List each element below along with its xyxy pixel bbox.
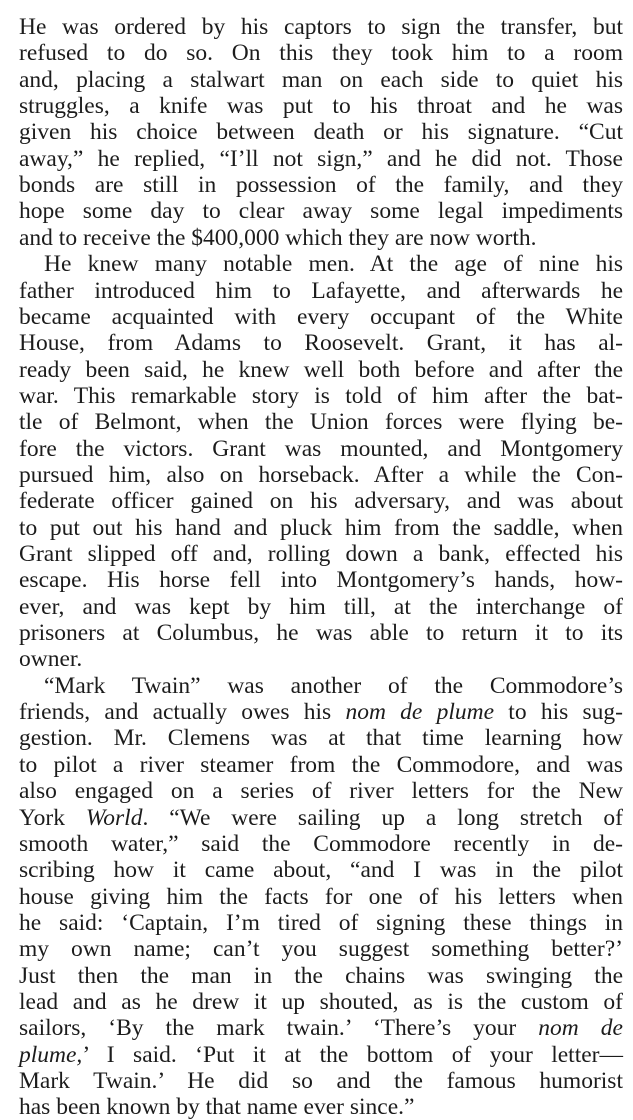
text-line (44, 251, 623, 277)
line-text: friends, and actually owes his (19, 699, 346, 726)
text-line (19, 67, 623, 93)
line-text: refused to do so. On this they took him to a room (19, 40, 623, 67)
line-text: away,” he replied, “I’ll not sign,” and he did not. Those (19, 145, 623, 172)
line-text: lead and as he drew it up shouted, as is the custom of (19, 988, 623, 1015)
line-text: escape. His horse fell into Montgomery’s hands, how- (19, 567, 623, 594)
italic-text: nom de plume (345, 699, 495, 726)
line-text: scribing how it came about, “and I was in the pilot (19, 857, 623, 884)
text-line (19, 1042, 623, 1068)
text-line (19, 14, 623, 40)
text-line (19, 40, 623, 66)
line-text: prisoners at Columbus, he was able to return it to its (19, 620, 623, 647)
line-text: Just then the man in the chains was swinging the (19, 962, 623, 989)
line-text: He was ordered by his captors to sign the transfer, but (19, 14, 623, 40)
line-text: ready been said, he knew well both before and after the (19, 356, 623, 383)
line-text: Grant slipped off and, rolling down a bank, effected his (19, 541, 623, 567)
text-line (19, 857, 623, 883)
line-text: pursued him, also on horseback. After a while the Con- (19, 461, 623, 488)
line-text: became acquainted with every occupant of the White (19, 303, 623, 330)
text-line (19, 462, 623, 488)
text-line (19, 884, 623, 910)
line-text: he said: ‘Captain, I’m tired of signing these things in (19, 909, 623, 936)
line-text: federate officer gained on his adversary, and was about (19, 488, 623, 515)
text-line (19, 146, 623, 172)
line-text: to put out his hand and pluck him from the saddle, when (19, 514, 623, 541)
line-text: hope some day to clear away some legal impediments (19, 198, 623, 225)
line-text: also engaged on a series of river letters for the New (19, 778, 623, 805)
text-line (19, 278, 623, 304)
line-text: York (19, 804, 86, 831)
line-text: war. This remarkable story is told of him after the bat- (19, 382, 623, 409)
italic-text: nom de (538, 1015, 623, 1042)
line-text: gestion. Mr. Clemens was at that time learning how (19, 725, 623, 752)
text-line (19, 383, 623, 409)
line-text: Mark Twain.’ He did so and the famous humorist (19, 1068, 623, 1094)
text-line (19, 198, 623, 224)
text-line (19, 1015, 623, 1041)
line-text: smooth water,” said the Commodore recently in de- (19, 830, 623, 857)
line-text: He knew many notable men. At the age of nine his (44, 251, 623, 278)
line-text: . “We were sailing up a long stretch of (142, 804, 623, 831)
line-text: fore the victors. Grant was mounted, and Montgomery (19, 435, 623, 462)
line-text: sailors, ‘By the mark twain.’ ‘There’s your (19, 1015, 539, 1042)
text-line (19, 304, 623, 330)
text-line (19, 620, 623, 646)
text-line (19, 699, 623, 725)
line-text: “Mark Twain” was another of the Commodore’s (44, 672, 623, 699)
text-line (19, 805, 623, 831)
text-line (19, 330, 623, 356)
line-text: given his choice between death or his signature. “Cut (19, 119, 623, 146)
line-text: my own name; can’t you suggest something better?’ (19, 936, 623, 963)
text-line (19, 409, 623, 435)
line-text: and to receive the $400,000 which they are now worth. (19, 224, 537, 251)
text-line (19, 541, 623, 567)
text-line (19, 488, 623, 514)
text-line (19, 963, 623, 989)
line-text: and, placing a stalwart man on each side to quiet his (19, 66, 623, 93)
line-text: bonds are still in possession of the family, and they (19, 172, 623, 199)
italic-text: World (85, 804, 143, 831)
line-text: ’ I said. ‘Put it at the bottom of your letter— (82, 1041, 623, 1068)
text-line (19, 989, 623, 1015)
text-line (19, 567, 623, 593)
line-text: tle of Belmont, when the Union forces were flying be- (19, 409, 623, 436)
text-line (19, 93, 623, 119)
text-line (19, 225, 623, 251)
text-line (19, 646, 623, 672)
line-text: to pilot a river steamer from the Commodore, and was (19, 751, 623, 778)
line-text: has been known by that name ever since.” (19, 1094, 415, 1120)
text-line (19, 725, 623, 751)
line-text: to his sug- (494, 699, 623, 726)
line-text: father introduced him to Lafayette, and afterwards he (19, 277, 623, 304)
line-text: owner. (19, 646, 83, 673)
text-line (19, 172, 623, 198)
text-line (44, 673, 623, 699)
line-text: house giving him the facts for one of his letters when (19, 883, 623, 910)
italic-text: plume, (19, 1041, 83, 1068)
text-line (19, 831, 623, 857)
line-text: House, from Adams to Roosevelt. Grant, it has al- (19, 330, 623, 357)
text-line (19, 778, 623, 804)
text-line (19, 910, 623, 936)
text-line (19, 1094, 623, 1120)
text-line (19, 1068, 623, 1094)
text-line (19, 752, 623, 778)
text-line (19, 357, 623, 383)
line-text: ever, and was kept by him till, at the interchange of (19, 593, 623, 620)
text-line (19, 515, 623, 541)
text-line (19, 936, 623, 962)
text-line (19, 594, 623, 620)
line-text: struggles, a knife was put to his throat and he was (19, 93, 623, 120)
text-line (19, 436, 623, 462)
text-line (19, 119, 623, 145)
